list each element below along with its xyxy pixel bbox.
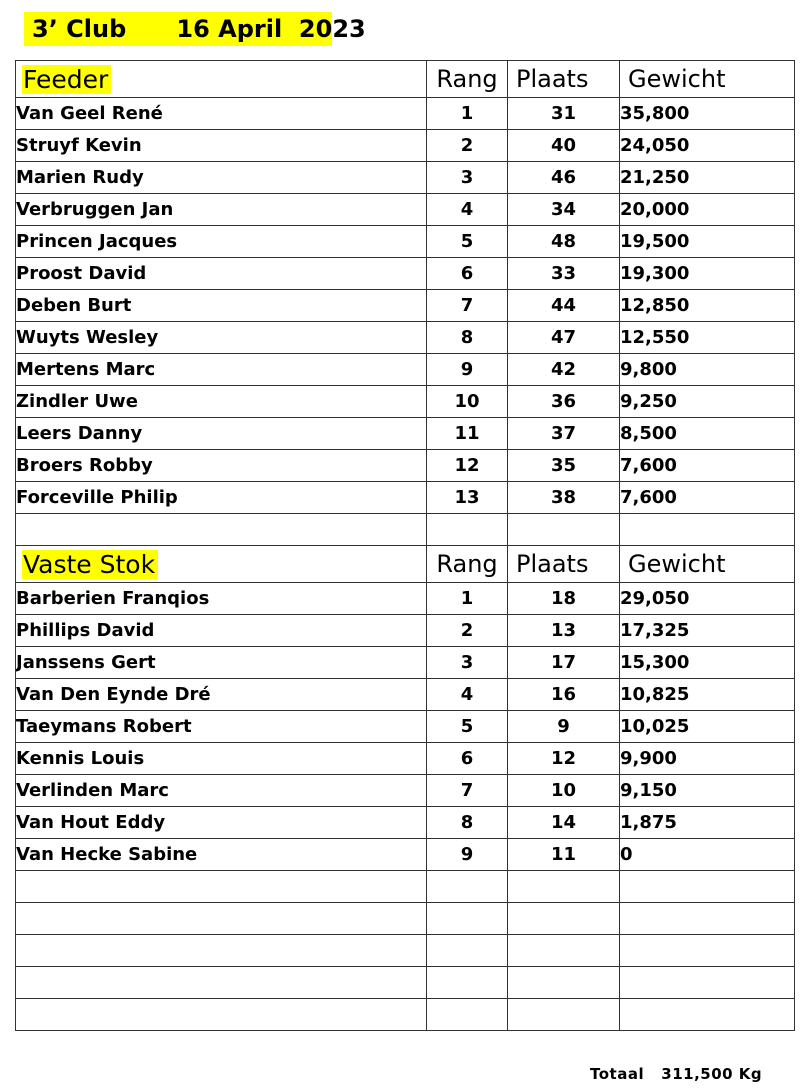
rang-value: 7 (427, 290, 508, 322)
angler-name: Proost David (16, 258, 427, 290)
empty-cell (16, 903, 427, 935)
angler-name: Van Hout Eddy (16, 807, 427, 839)
table-row (16, 290, 795, 322)
empty-cell (427, 514, 508, 546)
rang-value: 4 (427, 194, 508, 226)
angler-name: Zindler Uwe (16, 386, 427, 418)
results-table (15, 60, 795, 1031)
angler-name: Van Hecke Sabine (16, 839, 427, 871)
rang-value: 4 (427, 679, 508, 711)
table-row (16, 386, 795, 418)
table-row (16, 775, 795, 807)
gewicht-value: 9,250 (620, 386, 795, 418)
empty-cell (508, 967, 620, 999)
total-weight: Totaal 311,500 Kg (590, 1065, 763, 1083)
table-row (16, 322, 795, 354)
gewicht-value: 29,050 (620, 583, 795, 615)
rang-value: 9 (427, 354, 508, 386)
angler-name: Leers Danny (16, 418, 427, 450)
angler-name: Kennis Louis (16, 743, 427, 775)
rang-value: 6 (427, 258, 508, 290)
empty-cell (427, 903, 508, 935)
gewicht-value: 35,800 (620, 98, 795, 130)
empty-row (16, 967, 795, 999)
gewicht-value: 8,500 (620, 418, 795, 450)
plaats-value: 11 (508, 839, 620, 871)
empty-cell (16, 967, 427, 999)
angler-name: Princen Jacques (16, 226, 427, 258)
empty-cell (620, 999, 795, 1031)
gewicht-value: 0 (620, 839, 795, 871)
empty-cell (16, 999, 427, 1031)
header-rang: Rang (427, 546, 508, 583)
gewicht-value: 10,025 (620, 711, 795, 743)
empty-cell (620, 871, 795, 903)
table-row (16, 743, 795, 775)
plaats-value: 47 (508, 322, 620, 354)
plaats-value: 46 (508, 162, 620, 194)
header-gewicht: Gewicht (620, 546, 795, 583)
plaats-value: 13 (508, 615, 620, 647)
angler-name: Verbruggen Jan (16, 194, 427, 226)
angler-name: Taeymans Robert (16, 711, 427, 743)
rang-value: 1 (427, 98, 508, 130)
gewicht-value: 17,325 (620, 615, 795, 647)
plaats-value: 44 (508, 290, 620, 322)
gewicht-value: 7,600 (620, 482, 795, 514)
empty-cell (16, 871, 427, 903)
section-title-cell (16, 61, 427, 98)
table-row (16, 583, 795, 615)
empty-cell (620, 935, 795, 967)
rang-value: 2 (427, 615, 508, 647)
gewicht-value: 7,600 (620, 450, 795, 482)
table-row (16, 194, 795, 226)
gewicht-value: 1,875 (620, 807, 795, 839)
angler-name: Phillips David (16, 615, 427, 647)
section-title-cell (16, 546, 427, 583)
empty-cell (427, 999, 508, 1031)
empty-cell (427, 871, 508, 903)
rang-value: 13 (427, 482, 508, 514)
empty-cell (427, 967, 508, 999)
empty-cell (508, 514, 620, 546)
table-row (16, 418, 795, 450)
rang-value: 11 (427, 418, 508, 450)
section-header-row (16, 546, 795, 583)
table-row (16, 839, 795, 871)
table-row (16, 98, 795, 130)
plaats-value: 17 (508, 647, 620, 679)
header-rang: Rang (427, 61, 508, 98)
angler-name: Verlinden Marc (16, 775, 427, 807)
rang-value: 9 (427, 839, 508, 871)
gewicht-value: 9,150 (620, 775, 795, 807)
empty-row (16, 871, 795, 903)
angler-name: Janssens Gert (16, 647, 427, 679)
header-gewicht: Gewicht (620, 61, 795, 98)
rang-value: 7 (427, 775, 508, 807)
gewicht-value: 9,900 (620, 743, 795, 775)
angler-name: Forceville Philip (16, 482, 427, 514)
gewicht-value: 9,800 (620, 354, 795, 386)
plaats-value: 12 (508, 743, 620, 775)
plaats-value: 33 (508, 258, 620, 290)
empty-cell (16, 514, 427, 546)
results-body (16, 61, 795, 1031)
section-title: Feeder (22, 65, 111, 94)
rang-value: 3 (427, 162, 508, 194)
table-row (16, 130, 795, 162)
rang-value: 1 (427, 583, 508, 615)
table-row (16, 226, 795, 258)
angler-name: Broers Robby (16, 450, 427, 482)
gewicht-value: 15,300 (620, 647, 795, 679)
table-row (16, 615, 795, 647)
angler-name: Deben Burt (16, 290, 427, 322)
angler-name: Van Geel René (16, 98, 427, 130)
angler-name: Van Den Eynde Dré (16, 679, 427, 711)
table-row (16, 647, 795, 679)
gewicht-value: 21,250 (620, 162, 795, 194)
empty-cell (16, 935, 427, 967)
rang-value: 8 (427, 322, 508, 354)
page-title: 3’ Club 16 April 2023 (24, 12, 332, 46)
empty-cell (427, 935, 508, 967)
empty-row (16, 935, 795, 967)
table-row (16, 258, 795, 290)
empty-cell (620, 967, 795, 999)
empty-cell (508, 903, 620, 935)
rang-value: 3 (427, 647, 508, 679)
plaats-value: 31 (508, 98, 620, 130)
angler-name: Wuyts Wesley (16, 322, 427, 354)
header-plaats: Plaats (508, 546, 620, 583)
gewicht-value: 10,825 (620, 679, 795, 711)
plaats-value: 40 (508, 130, 620, 162)
gewicht-value: 19,300 (620, 258, 795, 290)
plaats-value: 18 (508, 583, 620, 615)
table-row (16, 354, 795, 386)
section-header-row (16, 61, 795, 98)
gewicht-value: 12,550 (620, 322, 795, 354)
gewicht-value: 19,500 (620, 226, 795, 258)
rang-value: 2 (427, 130, 508, 162)
plaats-value: 38 (508, 482, 620, 514)
empty-cell (620, 903, 795, 935)
empty-row (16, 903, 795, 935)
plaats-value: 36 (508, 386, 620, 418)
section-title: Vaste Stok (22, 550, 158, 579)
angler-name: Struyf Kevin (16, 130, 427, 162)
header-plaats: Plaats (508, 61, 620, 98)
empty-cell (508, 999, 620, 1031)
table-row (16, 482, 795, 514)
plaats-value: 48 (508, 226, 620, 258)
angler-name: Barberien Franqios (16, 583, 427, 615)
gewicht-value: 12,850 (620, 290, 795, 322)
angler-name: Mertens Marc (16, 354, 427, 386)
plaats-value: 9 (508, 711, 620, 743)
spacer-row (16, 514, 795, 546)
empty-cell (508, 935, 620, 967)
table-row (16, 807, 795, 839)
rang-value: 5 (427, 226, 508, 258)
plaats-value: 37 (508, 418, 620, 450)
gewicht-value: 24,050 (620, 130, 795, 162)
rang-value: 6 (427, 743, 508, 775)
empty-row (16, 999, 795, 1031)
plaats-value: 34 (508, 194, 620, 226)
plaats-value: 35 (508, 450, 620, 482)
table-row (16, 711, 795, 743)
table-row (16, 450, 795, 482)
gewicht-value: 20,000 (620, 194, 795, 226)
table-row (16, 162, 795, 194)
rang-value: 12 (427, 450, 508, 482)
rang-value: 5 (427, 711, 508, 743)
plaats-value: 42 (508, 354, 620, 386)
plaats-value: 16 (508, 679, 620, 711)
rang-value: 10 (427, 386, 508, 418)
plaats-value: 10 (508, 775, 620, 807)
empty-cell (508, 871, 620, 903)
plaats-value: 14 (508, 807, 620, 839)
rang-value: 8 (427, 807, 508, 839)
empty-cell (620, 514, 795, 546)
table-row (16, 679, 795, 711)
angler-name: Marien Rudy (16, 162, 427, 194)
